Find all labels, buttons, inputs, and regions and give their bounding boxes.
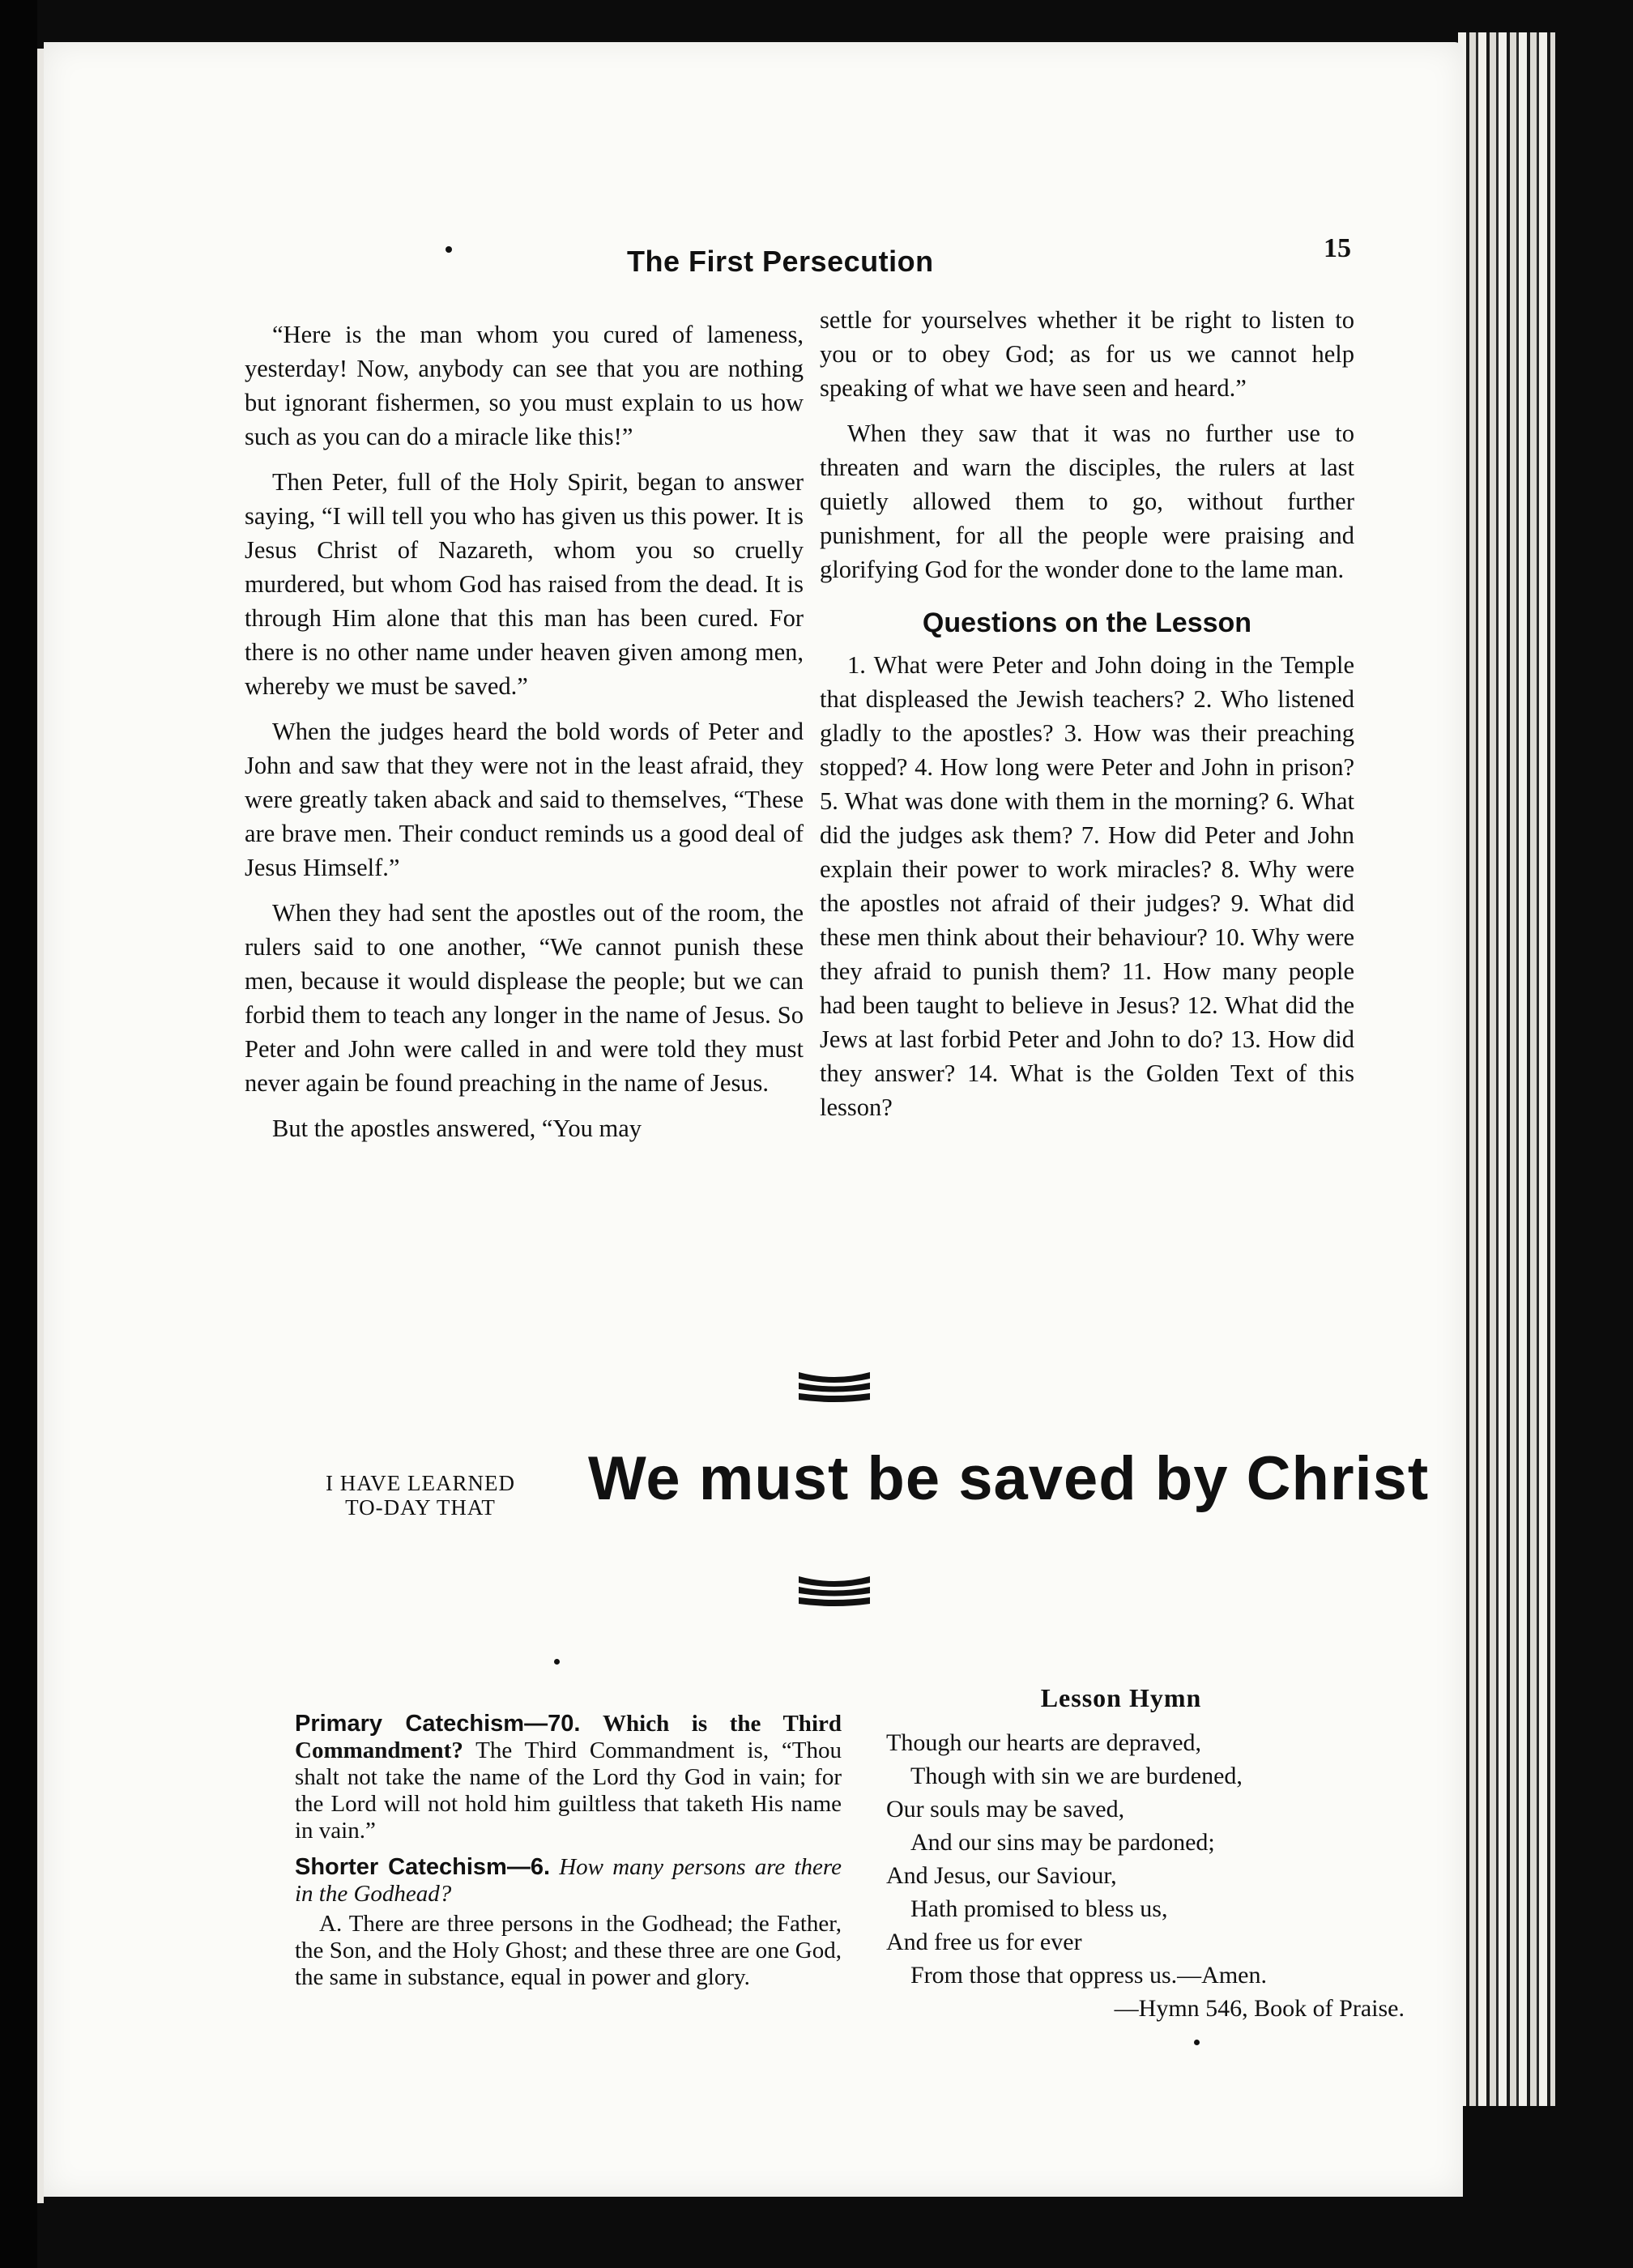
hymn-line: Though with sin we are burdened, bbox=[910, 1763, 1243, 1789]
paragraph: “Here is the man whom you cured of lameness, yesterday! Now, anybody can see that you are nothing but ignorant fishermen, so you must explain to us how such as you can do a miracle like this!” bbox=[245, 321, 804, 450]
paragraph: settle for yourselves whether it be right to listen to you or to obey God; as for us we cannot help speaking of what we have seen and heard.” bbox=[820, 306, 1354, 402]
hymn-line: Hath promised to bless us, bbox=[910, 1895, 1168, 1922]
primary-catechism-answer: The Third Commandment is, “Thou shalt not take the name of the Lord thy God in vain; for the Lord will not hold him guiltless that taketh His name in vain.” bbox=[295, 1737, 842, 1844]
book-page bbox=[44, 42, 1463, 2197]
learned-label-line: I HAVE LEARNED bbox=[326, 1471, 515, 1495]
catechism-section bbox=[295, 1711, 842, 2001]
left-column bbox=[245, 318, 804, 1157]
shorter-catechism bbox=[295, 1854, 842, 1908]
page-header-title: The First Persecution bbox=[627, 245, 934, 278]
book-page-edges bbox=[1458, 32, 1555, 2106]
right-column bbox=[820, 303, 1354, 1136]
paragraph: When the judges heard the bold words of Peter and John and saw that they were not in the least afraid, they were greatly taken aback and said to themselves, “These are brave men. Their conduct reminds us a good deal of Jesus Himself.” bbox=[245, 718, 804, 881]
hymn-line: And Jesus, our Saviour, bbox=[886, 1862, 1117, 1889]
questions-text: 1. What were Peter and John doing in the Temple that displeased the Jewish teachers? 2. Who listened gladly to the apostles? 3. How was their preaching stopped? 4. How long were Peter and John in prison? 5. What was done with them in the morning? 6. What did the judges ask them? 7. How did Peter and John explain their power to work miracles? 8. Why were the apostles not afraid of their judges? 9. What did these men think about their behaviour? 10. Why were they afraid to punish them? 11. How many people had been taught to believe in Jesus? 12. What did the Jews at last forbid Peter and John to do? 13. How did they answer? 14. What is the Golden Text of this lesson? bbox=[820, 651, 1354, 1121]
hymn-line: And our sins may be pardoned; bbox=[910, 1829, 1215, 1856]
book-spine bbox=[37, 49, 44, 2203]
golden-statement: We must be saved by Christ bbox=[588, 1444, 1430, 1513]
paragraph: When they saw that it was no further use to threaten and warn the disciples, the rulers at last quietly allowed them to go, without further punishment, for all the people were praising and glorifying God for the wonder done to the lame man. bbox=[820, 420, 1354, 583]
hymn-line: Though our hearts are depraved, bbox=[886, 1729, 1202, 1756]
scan-border-left bbox=[0, 0, 37, 2268]
hymn-credit: —Hymn 546, Book of Praise. bbox=[1114, 1995, 1405, 2022]
hymn-line: And free us for ever bbox=[886, 1929, 1082, 1955]
ink-dot bbox=[1194, 2040, 1200, 2045]
ornament-divider-icon bbox=[797, 1571, 872, 1609]
learned-label bbox=[287, 1471, 554, 1520]
page-number: 15 bbox=[1324, 233, 1351, 263]
hymn-title: Lesson Hymn bbox=[1040, 1683, 1202, 1712]
primary-catechism bbox=[295, 1711, 842, 1844]
shorter-catechism-question: How many persons are there in the Godhead? bbox=[295, 1854, 842, 1907]
paragraph: Then Peter, full of the Holy Spirit, began to answer saying, “I will tell you who has given us this power. It is Jesus Christ of Nazareth, whom you so cruelly murdered, but whom God has raised from the dead. It is through Him alone that this man has been cured. For there is no other name under heaven given among men, whereby we must be saved.” bbox=[245, 468, 804, 700]
ink-dot bbox=[554, 1659, 560, 1665]
shorter-catechism-heading: Shorter Catechism—6. bbox=[295, 1854, 551, 1880]
primary-catechism-question: Which is the Third Commandment? bbox=[295, 1711, 842, 1763]
primary-catechism-heading: Primary Catechism—70. bbox=[295, 1711, 581, 1737]
hymn-line: Our souls may be saved, bbox=[886, 1796, 1125, 1823]
hymn-line: From those that oppress us.—Amen. bbox=[910, 1962, 1267, 1989]
paragraph: But the apostles answered, “You may bbox=[272, 1115, 642, 1142]
questions-heading: Questions on the Lesson bbox=[922, 608, 1252, 638]
learned-label-line: TO-DAY THAT bbox=[345, 1495, 496, 1520]
ink-dot bbox=[446, 246, 452, 253]
paragraph: When they had sent the apostles out of the room, the rulers said to one another, “We cannot punish these men, because it would displease the people; but we can forbid them to teach any longer in the name of Jesus. So Peter and John were called in and were told they must never again be found preaching in the name of Jesus. bbox=[245, 899, 804, 1097]
lesson-hymn bbox=[886, 1682, 1405, 2025]
ornament-divider-icon bbox=[797, 1367, 872, 1405]
shorter-catechism-answer: A. There are three persons in the Godhead; the Father, the Son, and the Holy Ghost; and these three are one God, the same in substance, equal in power and glory. bbox=[295, 1911, 842, 1990]
